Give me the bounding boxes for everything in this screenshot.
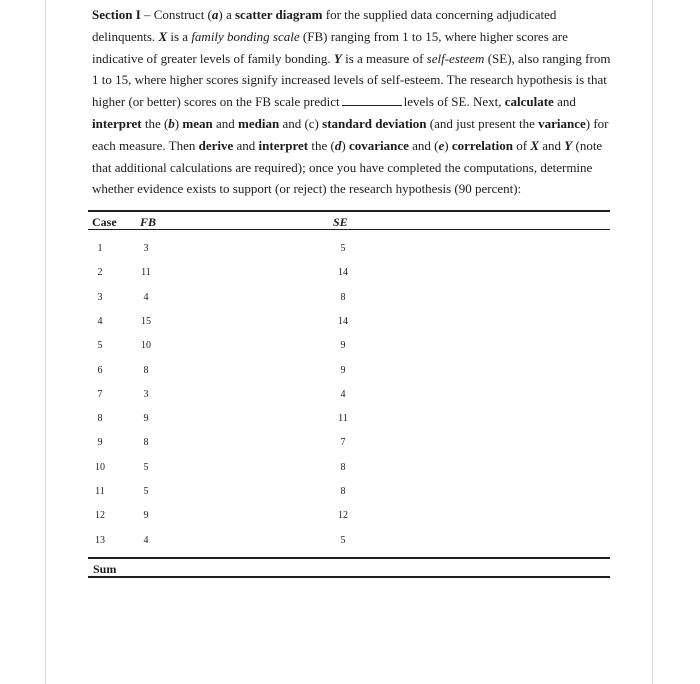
cell-case: 5 <box>97 340 103 352</box>
cell-case: 10 <box>95 461 105 473</box>
cell-fb: 8 <box>143 364 149 376</box>
section-label: Section I <box>92 7 141 22</box>
cell-fb: 9 <box>143 413 149 425</box>
cell-fb: 5 <box>143 461 149 473</box>
cell-se: 14 <box>338 267 348 279</box>
cell-se: 7 <box>340 437 346 449</box>
cell-case: 12 <box>95 510 105 522</box>
table-top-rule <box>88 210 610 212</box>
cell-case: 9 <box>97 437 103 449</box>
cell-case: 7 <box>97 388 103 400</box>
header-se: SE <box>333 215 348 229</box>
cell-se: 5 <box>340 243 346 254</box>
cell-case: 1 <box>97 243 103 254</box>
problem-paragraph: Section I – Construct (a) a scatter diagram for the supplied data concerning adjudicated delinquents. X is a family bonding scale (FB) ranging from 1 to 15, where higher scores are indicative of greater levels of family bonding. Y is a measure of self-esteem (SE), also ranging from 1 to 15, where higher scores signify increased levels of self-esteem. The research hypothesis is that higher (or better) scores on the FB scale predict levels of SE. Next, calculate and interpret the (b) mean and median and (c) standard deviation (and just present the variance) for each measure. Then derive and interpret the (d) covariance and (e) correlation of X and Y (note that additional calculations are required); once you have completed the computations, determine whether evidence exists to support (or reject) the research hypothesis (90 percent): <box>92 7 611 197</box>
cell-se: 11 <box>338 413 348 425</box>
cell-case: 6 <box>97 364 103 376</box>
cell-case: 2 <box>97 267 103 279</box>
sum-top-rule <box>88 557 610 559</box>
cell-case: 13 <box>95 534 105 546</box>
cell-se: 5 <box>340 534 346 546</box>
cell-fb: 11 <box>141 267 151 279</box>
cell-case: 8 <box>97 413 103 425</box>
cell-se: 14 <box>338 315 348 327</box>
header-case: Case <box>92 215 117 229</box>
cell-fb: 3 <box>143 388 149 400</box>
header-fb: FB <box>140 215 157 229</box>
cell-se: 8 <box>340 486 346 497</box>
cell-fb: 5 <box>143 486 149 497</box>
cell-case: 4 <box>97 315 103 327</box>
cell-case: 3 <box>97 291 103 303</box>
cell-fb: 8 <box>143 437 149 449</box>
cell-se: 9 <box>340 364 346 376</box>
cell-se: 8 <box>340 291 346 303</box>
cell-fb: 15 <box>141 315 151 327</box>
answer-blank <box>342 95 402 106</box>
cell-se: 9 <box>340 340 346 352</box>
cell-se: 4 <box>340 388 346 400</box>
cell-se: 12 <box>338 510 348 522</box>
cell-fb: 3 <box>143 243 149 254</box>
cell-case: 11 <box>95 486 105 497</box>
cell-fb: 10 <box>141 340 151 352</box>
cell-fb: 4 <box>143 534 149 546</box>
cell-se: 8 <box>340 461 346 473</box>
sum-label: Sum <box>93 562 117 576</box>
cell-fb: 4 <box>143 291 149 303</box>
header-bottom-rule <box>88 229 610 230</box>
table-bottom-rule <box>88 576 610 578</box>
cell-fb: 9 <box>143 510 149 522</box>
